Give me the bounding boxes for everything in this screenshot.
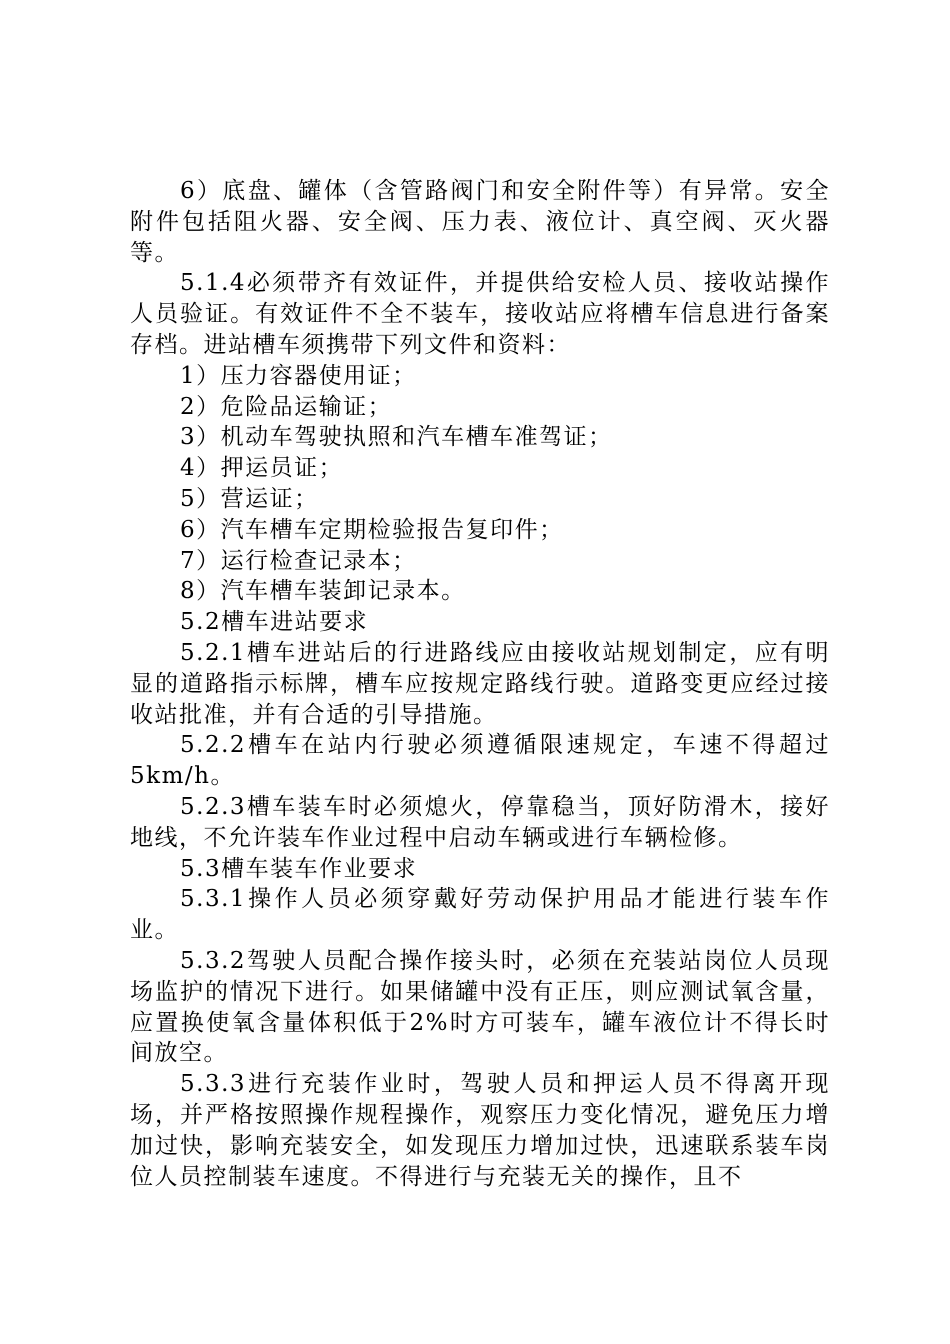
paragraph-5-2-1: 5.2.1槽车进站后的行进路线应由接收站规划制定，应有明显的道路指示标牌，槽车应按规定路线行驶。道路变更应经过接收站批准，并有合适的引导措施。 [130, 639, 830, 728]
list-item-2: 2）危险品运输证； [180, 393, 393, 420]
paragraph-5-3-3: 5.3.3进行充装作业时，驾驶人员和押运人员不得离开现场，并严格按照操作规程操作，观察压力变化情况，避免压力增加过快，影响充装安全，如发现压力增加过快，迅速联系装车岗位人员控制装车速度。不得进行与充装无关的操作，且不 [130, 1071, 830, 1190]
document-page [130, 176, 830, 1192]
paragraph-5-2-3: 5.2.3槽车装车时必须熄火，停靠稳当，顶好防滑木，接好地线，不允许装车作业过程中启动车辆或进行车辆检修。 [130, 793, 830, 851]
paragraph-6-chassis: 6）底盘、罐体（含管路阀门和安全附件等）有异常。安全附件包括阻火器、安全阀、压力表、液位计、真空阀、灭火器等。 [130, 178, 830, 266]
list-item-1: 1）压力容器使用证； [180, 362, 417, 389]
paragraph-5-3-1: 5.3.1操作人员必须穿戴好劳动保护用品才能进行装车作业。 [130, 886, 830, 944]
list-item-3: 3）机动车驾驶执照和汽车槽车准驾证； [180, 424, 613, 451]
paragraph-5-3-2: 5.3.2驾驶人员配合操作接头时，必须在充装站岗位人员现场监护的情况下进行。如果储罐中没有正压，则应测试氧含量，应置换使氧含量体积低于2%时方可装车，罐车液位计不得长时间放空。 [130, 947, 830, 1067]
list-item-4: 4）押运员证； [180, 455, 344, 482]
section-heading-5-3: 5.3槽车装车作业要求 [180, 855, 418, 882]
paragraph-5-1-4: 5.1.4必须带齐有效证件，并提供给安检人员、接收站操作人员验证。有效证件不全不装车，接收站应将槽车信息进行备案存档。进站槽车须携带下列文件和资料： [130, 270, 830, 358]
list-item-6: 6）汽车槽车定期检验报告复印件； [180, 516, 564, 543]
list-item-7: 7）运行检查记录本； [180, 547, 417, 574]
section-heading-5-2: 5.2槽车进站要求 [180, 609, 369, 636]
list-item-8: 8）汽车槽车装卸记录本。 [180, 578, 466, 605]
paragraph-5-2-2: 5.2.2槽车在站内行驶必须遵循限速规定，车速不得超过5km/h。 [130, 732, 830, 790]
list-item-5: 5）营运证； [180, 485, 319, 512]
